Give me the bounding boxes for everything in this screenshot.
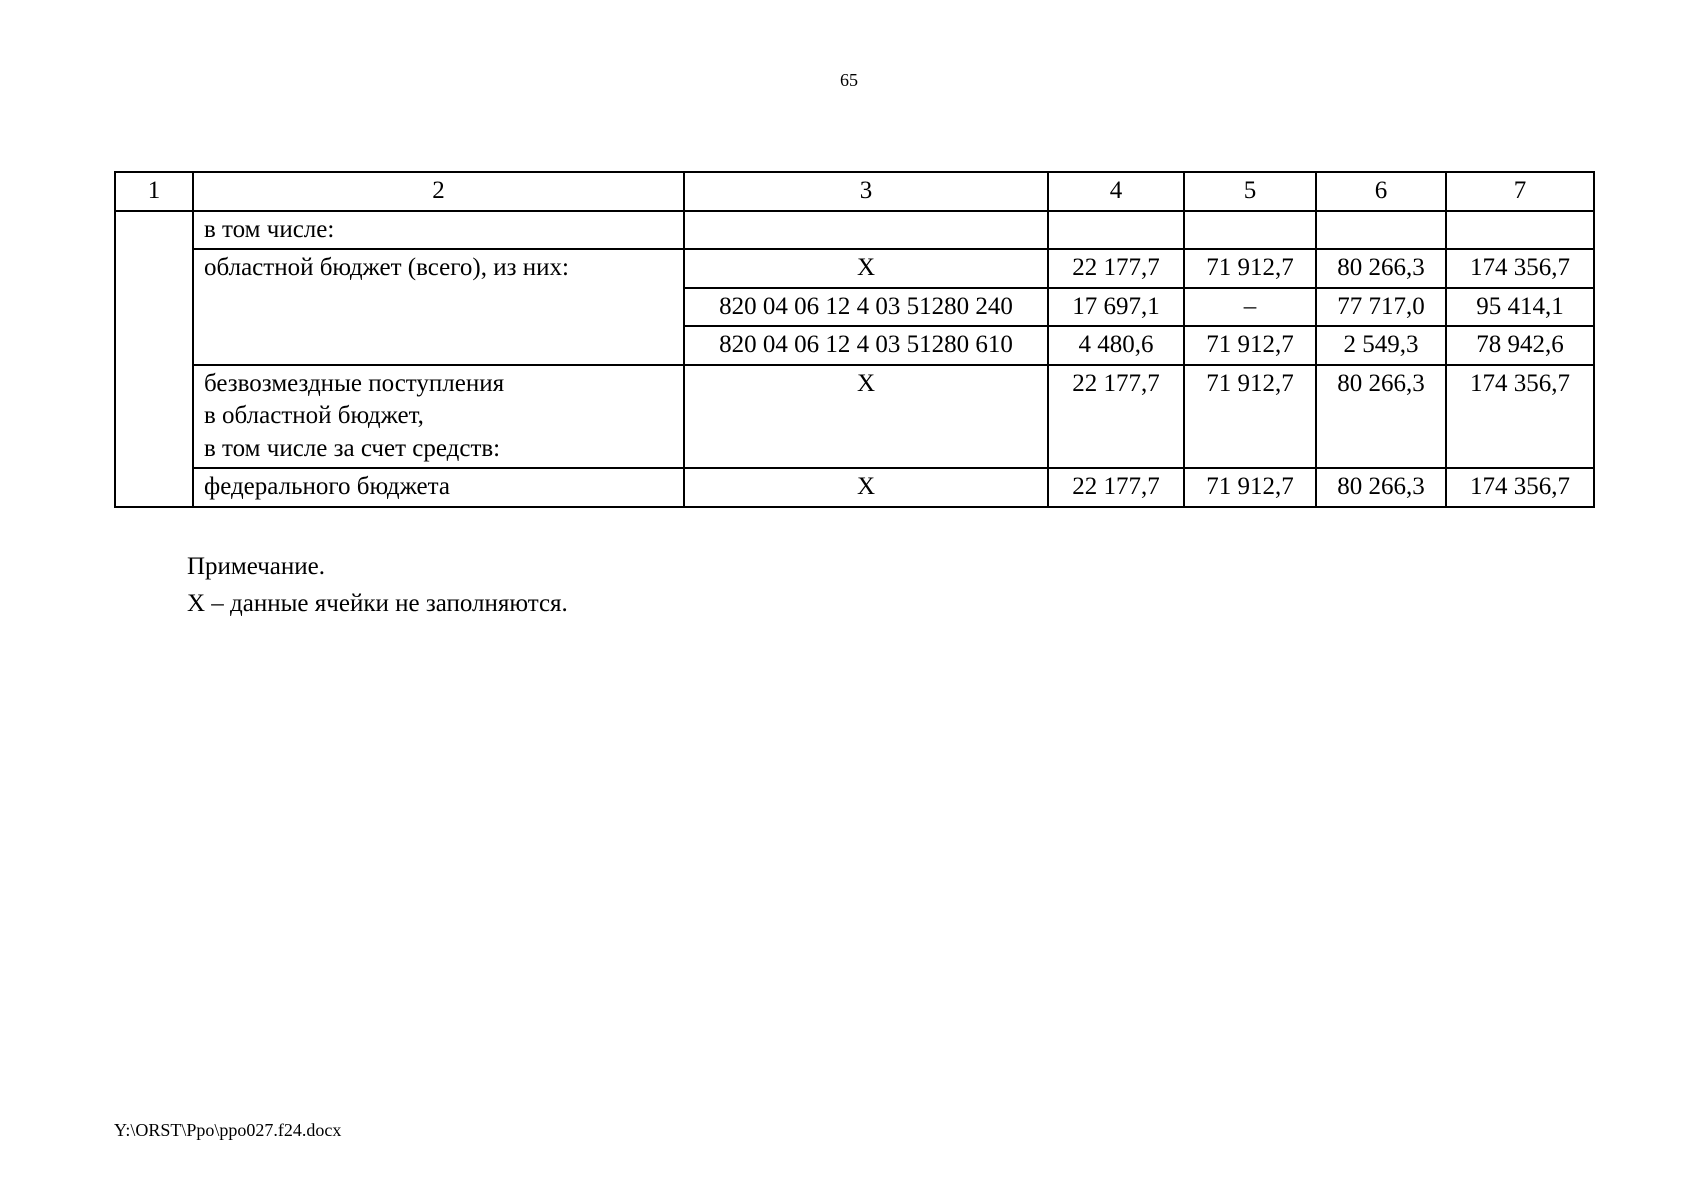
note-block xyxy=(187,548,568,622)
row-value-4 xyxy=(1048,211,1184,250)
row-value-5: 71 912,7 xyxy=(1184,249,1316,288)
row-label-line: в том числе за счет средств: xyxy=(204,434,501,462)
row-value-5: 71 912,7 xyxy=(1184,365,1316,469)
row-value-4: 22 177,7 xyxy=(1048,468,1184,507)
row-value-7: 78 942,6 xyxy=(1446,326,1594,365)
row-value-7: 95 414,1 xyxy=(1446,288,1594,327)
row-label: федерального бюджета xyxy=(193,468,684,507)
row-value-6: 2 549,3 xyxy=(1316,326,1446,365)
row-label-line: в областной бюджет, xyxy=(204,402,424,429)
row-label-line: безвозмездные поступления xyxy=(204,369,505,397)
row-value-5: – xyxy=(1184,288,1316,327)
row-value-7: 174 356,7 xyxy=(1446,365,1594,469)
row-code: Х xyxy=(684,468,1048,507)
row-value-6: 80 266,3 xyxy=(1316,468,1446,507)
row-value-7 xyxy=(1446,211,1594,250)
row-code: 820 04 06 12 4 03 51280 240 xyxy=(684,288,1048,327)
row-value-4: 17 697,1 xyxy=(1048,288,1184,327)
row-value-7: 174 356,7 xyxy=(1446,249,1594,288)
budget-table xyxy=(114,171,1595,508)
table-row xyxy=(115,249,1594,288)
table-row xyxy=(115,211,1594,250)
row-value-5: 71 912,7 xyxy=(1184,326,1316,365)
header-cell-5: 5 xyxy=(1184,172,1316,211)
header-cell-1: 1 xyxy=(115,172,193,211)
row-code: Х xyxy=(684,365,1048,469)
note-text: Х – данные ячейки не заполняются. xyxy=(187,590,568,617)
page-number: 65 xyxy=(840,70,858,90)
row-value-5: 71 912,7 xyxy=(1184,468,1316,507)
footer-file-path: Y:\ORST\Ppo\ppo027.f24.docx xyxy=(114,1120,342,1140)
table-row xyxy=(115,468,1594,507)
note-title: Примечание. xyxy=(187,553,326,580)
row-label xyxy=(193,365,684,469)
row-code: Х xyxy=(684,249,1048,288)
row-label: в том числе: xyxy=(193,211,684,250)
header-cell-4: 4 xyxy=(1048,172,1184,211)
table-row xyxy=(115,365,1594,469)
header-cell-2: 2 xyxy=(193,172,684,211)
row-value-4: 22 177,7 xyxy=(1048,249,1184,288)
row-value-6: 77 717,0 xyxy=(1316,288,1446,327)
row-value-5 xyxy=(1184,211,1316,250)
row-label: областной бюджет (всего), из них: xyxy=(193,249,684,365)
header-cell-7: 7 xyxy=(1446,172,1594,211)
row-code xyxy=(684,211,1048,250)
header-cell-6: 6 xyxy=(1316,172,1446,211)
row-value-7: 174 356,7 xyxy=(1446,468,1594,507)
row-code: 820 04 06 12 4 03 51280 610 xyxy=(684,326,1048,365)
row-value-4: 4 480,6 xyxy=(1048,326,1184,365)
row-number-cell xyxy=(115,211,193,507)
row-value-6: 80 266,3 xyxy=(1316,365,1446,469)
row-value-6: 80 266,3 xyxy=(1316,249,1446,288)
row-value-4: 22 177,7 xyxy=(1048,365,1184,469)
row-value-6 xyxy=(1316,211,1446,250)
table-header-row xyxy=(115,172,1594,211)
header-cell-3: 3 xyxy=(684,172,1048,211)
